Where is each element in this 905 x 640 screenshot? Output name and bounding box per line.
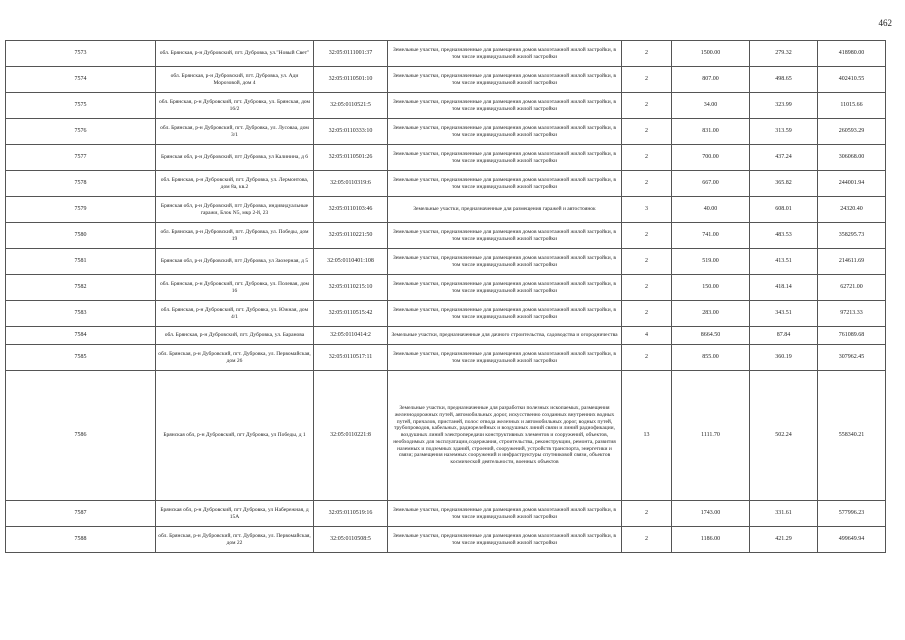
cell-group: 2 (622, 275, 672, 301)
cell-address: обл. Брянская, р-н Дубровский, пгт. Дубровка, ул."Новый Свет" (156, 41, 314, 67)
cell-address: обл. Брянская, р-н Дубровский, пгт. Дубровка, ул. Лермонтова, дом 8а, кв.2 (156, 171, 314, 197)
cell-permitted-use: Земельные участки, предназначенные для размещения домов малоэтажной жилой застройки, в том числе индивидуальной жилой застройки (388, 223, 622, 249)
cell-cadastral-value: 358295.73 (818, 223, 886, 249)
cell-row-number: 7574 (6, 67, 156, 93)
cell-permitted-use: Земельные участки, предназначенные для дачного строительства, садоводства и огородничества (388, 327, 622, 345)
cell-group: 2 (622, 67, 672, 93)
cell-permitted-use: Земельные участки, предназначенные для размещения домов малоэтажной жилой застройки, в том числе индивидуальной жилой застройки (388, 145, 622, 171)
cell-specific-value: 413.51 (750, 249, 818, 275)
cell-row-number: 7581 (6, 249, 156, 275)
cell-cadastral-value: 418980.00 (818, 41, 886, 67)
cell-area: 150.00 (672, 275, 750, 301)
cell-cadastral-number: 32:05:0110519:16 (314, 501, 388, 527)
cell-address: обл. Брянская, р-н Дубровский, пгт. Дубровка, ул. Брянская, дом 16/2 (156, 93, 314, 119)
cell-cadastral-number: 32:05:0111001:37 (314, 41, 388, 67)
cell-permitted-use: Земельные участки, предназначенные для размещения гаражей и автостоянок (388, 197, 622, 223)
cell-row-number: 7584 (6, 327, 156, 345)
cell-cadastral-number: 32:05:0110103:46 (314, 197, 388, 223)
cell-cadastral-value: 761089.68 (818, 327, 886, 345)
cell-permitted-use: Земельные участки, предназначенные для размещения домов малоэтажной жилой застройки, в том числе индивидуальной жилой застройки (388, 171, 622, 197)
cell-specific-value: 313.59 (750, 119, 818, 145)
cell-row-number: 7588 (6, 527, 156, 553)
cell-specific-value: 343.51 (750, 301, 818, 327)
cell-permitted-use: Земельные участки, предназначенные для размещения домов малоэтажной жилой застройки, в том числе индивидуальной жилой застройки (388, 527, 622, 553)
cell-row-number: 7576 (6, 119, 156, 145)
cell-cadastral-value: 97213.33 (818, 301, 886, 327)
cell-group: 2 (622, 501, 672, 527)
cell-address: Брянская обл, р-н Дубровский, пгт Дубровка, индивидуальные гаражи, Блок N5, мкр 2-й, 23 (156, 197, 314, 223)
cell-cadastral-number: 32:05:0110319:6 (314, 171, 388, 197)
cell-specific-value: 365.82 (750, 171, 818, 197)
table-row (6, 171, 886, 197)
cell-group: 2 (622, 527, 672, 553)
cell-permitted-use: Земельные участки, предназначенные для размещения домов малоэтажной жилой застройки, в том числе индивидуальной жилой застройки (388, 301, 622, 327)
cell-cadastral-value: 558340.21 (818, 371, 886, 501)
cell-group: 2 (622, 249, 672, 275)
table-body (6, 41, 886, 553)
cell-address: Брянская обл, р-н Дубровский, пгт Дубровка, ул Калинина, д 6 (156, 145, 314, 171)
cell-cadastral-value: 499649.94 (818, 527, 886, 553)
cell-area: 1186.00 (672, 527, 750, 553)
table-row (6, 249, 886, 275)
cell-area: 40.00 (672, 197, 750, 223)
cell-specific-value: 437.24 (750, 145, 818, 171)
cell-specific-value: 87.84 (750, 327, 818, 345)
cell-permitted-use: Земельные участки, предназначенные для размещения домов малоэтажной жилой застройки, в том числе индивидуальной жилой застройки (388, 501, 622, 527)
cell-address: Брянская обл, р-н Дубровский, пгт Дубровка, ул Победы, д 1 (156, 371, 314, 501)
table-row (6, 345, 886, 371)
cell-permitted-use: Земельные участки, предназначенные для размещения домов малоэтажной жилой застройки, в том числе индивидуальной жилой застройки (388, 67, 622, 93)
table-row (6, 197, 886, 223)
cell-row-number: 7585 (6, 345, 156, 371)
page-number: 462 (878, 18, 892, 28)
cell-specific-value: 483.53 (750, 223, 818, 249)
cell-address: Брянская обл, р-н Дубровский, пгт Дубровка, ул Набережная, д 15А (156, 501, 314, 527)
cell-address: обл. Брянская, р-н Дубровский, пгт. Дубровка, ул. Баранова (156, 327, 314, 345)
cell-specific-value: 323.99 (750, 93, 818, 119)
cell-area: 283.00 (672, 301, 750, 327)
cell-permitted-use: Земельные участки, предназначенные для размещения домов малоэтажной жилой застройки, в том числе индивидуальной жилой застройки (388, 41, 622, 67)
cell-specific-value: 498.65 (750, 67, 818, 93)
cell-cadastral-number: 32:05:0110517:11 (314, 345, 388, 371)
cell-row-number: 7573 (6, 41, 156, 67)
table-row (6, 223, 886, 249)
cell-cadastral-number: 32:05:0110221:8 (314, 371, 388, 501)
cell-permitted-use: Земельные участки, предназначенные для размещения домов малоэтажной жилой застройки, в том числе индивидуальной жилой застройки (388, 119, 622, 145)
cell-area: 34.00 (672, 93, 750, 119)
cell-group: 2 (622, 301, 672, 327)
cell-address: обл. Брянская, р-н Дубровский, пгт. Дубровка, ул. Победы, дом 19 (156, 223, 314, 249)
cell-permitted-use: Земельные участки, предназначенные для размещения домов малоэтажной жилой застройки, в том числе индивидуальной жилой застройки (388, 275, 622, 301)
cell-group: 2 (622, 223, 672, 249)
cell-cadastral-value: 260593.29 (818, 119, 886, 145)
cell-specific-value: 360.19 (750, 345, 818, 371)
cell-address: обл. Брянская, р-н Дубровский, пгт. Дубровка, ул. Южная, дом 4/1 (156, 301, 314, 327)
cell-address: обл. Брянская, р-н Дубровский, пгт. Дубровка, ул. Первомайская, дом 26 (156, 345, 314, 371)
cell-area: 8664.50 (672, 327, 750, 345)
cell-permitted-use: Земельные участки, предназначенные для размещения домов малоэтажной жилой застройки, в том числе индивидуальной жилой застройки (388, 93, 622, 119)
cell-cadastral-number: 32:05:0110333:10 (314, 119, 388, 145)
cell-cadastral-value: 244001.94 (818, 171, 886, 197)
cell-specific-value: 608.01 (750, 197, 818, 223)
cell-cadastral-value: 62721.00 (818, 275, 886, 301)
cell-address: обл. Брянская, р-н Дубровский, пгт. Дубровка, ул. Полевая, дом 16 (156, 275, 314, 301)
cell-area: 831.00 (672, 119, 750, 145)
cell-cadastral-value: 577996.23 (818, 501, 886, 527)
cell-row-number: 7577 (6, 145, 156, 171)
cell-area: 519.00 (672, 249, 750, 275)
cell-specific-value: 331.61 (750, 501, 818, 527)
cell-group: 2 (622, 93, 672, 119)
cell-permitted-use: Земельные участки, предназначенные для размещения домов малоэтажной жилой застройки, в том числе индивидуальной жилой застройки (388, 249, 622, 275)
cell-cadastral-number: 32:05:0110501:10 (314, 67, 388, 93)
table-row (6, 145, 886, 171)
cell-cadastral-number: 32:05:0110401:108 (314, 249, 388, 275)
cell-area: 741.00 (672, 223, 750, 249)
table-row (6, 327, 886, 345)
cell-area: 1111.70 (672, 371, 750, 501)
table-row (6, 501, 886, 527)
cell-area: 1743.00 (672, 501, 750, 527)
cell-row-number: 7587 (6, 501, 156, 527)
cell-cadastral-number: 32:05:0110221:50 (314, 223, 388, 249)
cell-cadastral-number: 32:05:0110215:10 (314, 275, 388, 301)
table-row (6, 67, 886, 93)
cell-cadastral-number: 32:05:0110501:26 (314, 145, 388, 171)
cell-cadastral-value: 306068.00 (818, 145, 886, 171)
cell-cadastral-value: 11015.66 (818, 93, 886, 119)
cell-cadastral-number: 32:05:0110414:2 (314, 327, 388, 345)
cell-cadastral-value: 307962.45 (818, 345, 886, 371)
cell-group: 2 (622, 171, 672, 197)
cell-row-number: 7580 (6, 223, 156, 249)
cell-group: 4 (622, 327, 672, 345)
cell-address: Брянская обл, р-н Дубровский, пгт Дубровка, ул Заозерная, д 5 (156, 249, 314, 275)
cell-area: 667.00 (672, 171, 750, 197)
table-row (6, 275, 886, 301)
cell-specific-value: 418.14 (750, 275, 818, 301)
cell-permitted-use: Земельные участки, предназначенные для размещения домов малоэтажной жилой застройки, в том числе индивидуальной жилой застройки (388, 345, 622, 371)
table-row (6, 119, 886, 145)
cell-specific-value: 502.24 (750, 371, 818, 501)
cell-row-number: 7586 (6, 371, 156, 501)
table-row (6, 41, 886, 67)
cell-row-number: 7578 (6, 171, 156, 197)
cell-cadastral-number: 32:05:0110521:5 (314, 93, 388, 119)
cell-address: обл. Брянская, р-н Дубровский, пгт. Дубровка, ул. Ади Морозовой, дом 4 (156, 67, 314, 93)
table-row (6, 527, 886, 553)
cell-area: 807.00 (672, 67, 750, 93)
cell-row-number: 7579 (6, 197, 156, 223)
land-registry-table (5, 40, 886, 553)
cell-group: 3 (622, 197, 672, 223)
cell-specific-value: 279.32 (750, 41, 818, 67)
table-row (6, 371, 886, 501)
cell-group: 2 (622, 145, 672, 171)
cell-permitted-use: Земельные участки, предназначенные для разработки полезных ископаемых, размещения железнодорожных путей, автомобильных дорог, искусственно созданных внутренних водных путей, причалов, пристаней, полос отвода железных и автомобильных дорог, водных путей, трубопроводов, кабельных, радиорелейных и воздушных линий связи и линий радиофикации, воздушных линий электропередачи конструктивных элементов и сооружений, объектов, необходимых для эксплуатации,содержания, строительства, реконструкции, ремонта, развития наземных и подземных зданий, строений, сооружений, устройств транспорта, энергетики и связи; размещения наземных сооружений и инфраструктуры спутниковой связи, объектов космической деятельности, военных объектов (388, 371, 622, 501)
cell-group: 13 (622, 371, 672, 501)
cell-row-number: 7583 (6, 301, 156, 327)
cell-group: 2 (622, 345, 672, 371)
cell-address: обл. Брянская, р-н Дубровский, пгт. Дубровка, ул. Лусоваа, дом 3/1 (156, 119, 314, 145)
cell-specific-value: 421.29 (750, 527, 818, 553)
cell-cadastral-number: 32:05:0110508:5 (314, 527, 388, 553)
table-row (6, 93, 886, 119)
cell-cadastral-value: 402410.55 (818, 67, 886, 93)
cell-cadastral-value: 214611.69 (818, 249, 886, 275)
cell-area: 1500.00 (672, 41, 750, 67)
cell-address: обл. Брянская, р-н Дубровский, пгт. Дубровка, ул. Первомайская, дом 22 (156, 527, 314, 553)
cell-row-number: 7575 (6, 93, 156, 119)
cell-group: 2 (622, 119, 672, 145)
cell-group: 2 (622, 41, 672, 67)
cell-cadastral-number: 32:05:0110515:42 (314, 301, 388, 327)
cell-cadastral-value: 24320.40 (818, 197, 886, 223)
cell-area: 855.00 (672, 345, 750, 371)
table-row (6, 301, 886, 327)
cell-row-number: 7582 (6, 275, 156, 301)
cell-area: 700.00 (672, 145, 750, 171)
